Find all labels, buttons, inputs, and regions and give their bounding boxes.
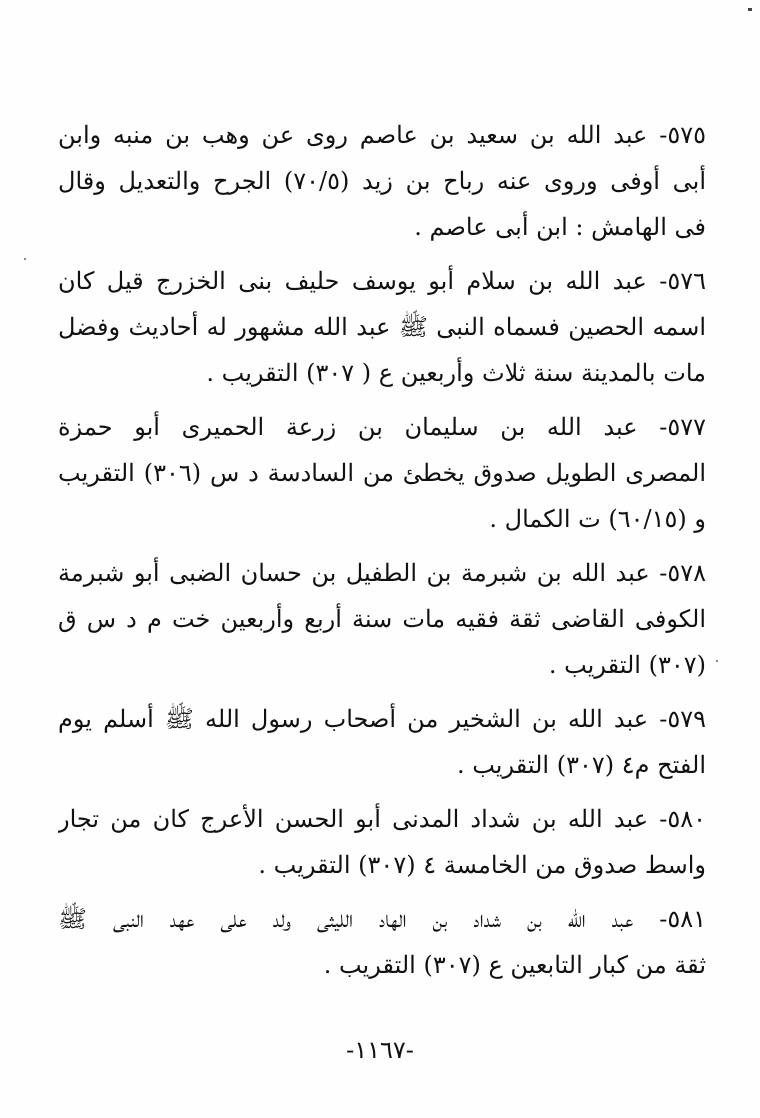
entry-line: فى الهامش : ابن أبى عاصم . bbox=[414, 213, 706, 241]
scan-mark bbox=[748, 8, 752, 11]
page-number: -١١٦٧- bbox=[346, 1036, 414, 1064]
entry-line: ٥٧٩- عبد الله بن الشخير من أصحاب رسول الله ﷺ أسلم يوم bbox=[58, 705, 706, 733]
entry-576 bbox=[58, 258, 706, 396]
entry-line: ٥٧٦- عبد الله بن سلام أبو يوسف حليف بنى الخزرج قيل كان bbox=[58, 267, 706, 295]
entry-581 bbox=[58, 896, 706, 988]
entry-line: (٣٠٧) التقريب . bbox=[548, 651, 706, 679]
entry-579 bbox=[58, 696, 706, 788]
entry-line: ٥٧٥- عبد الله بن سعيد بن عاصم روى عن وهب بن منبه وابن bbox=[58, 121, 706, 149]
entry-line: ثقة من كبار التابعين ع (٣٠٧) التقريب . bbox=[323, 951, 706, 979]
entry-line: ٥٨٠- عبد الله بن شداد المدنى أبو الحسن الأعرج كان من تجار bbox=[58, 805, 706, 833]
entry-line: ٥٨١- عبد الله بن شداد بن الهاد الليثى ولد على عهد النبى ﷺ bbox=[58, 905, 706, 933]
scan-speck bbox=[24, 258, 26, 260]
entry-575 bbox=[58, 112, 706, 250]
entry-line: الكوفى القاضى ثقة فقيه مات سنة أربع وأربعين خت م د س ق bbox=[58, 605, 706, 633]
entry-line: ٥٧٧- عبد الله بن سليمان بن زرعة الحميرى أبو حمزة bbox=[58, 413, 706, 441]
entry-line: اسمه الحصين فسماه النبى ﷺ عبد الله مشهور له أحاديث وفضل bbox=[58, 313, 706, 341]
entry-line: الفتح م٤ (٣٠٧) التقريب . bbox=[456, 751, 706, 779]
entry-line: و (٦٠/١٥) ت الكمال . bbox=[489, 505, 706, 533]
entry-580 bbox=[58, 796, 706, 888]
entry-line: مات بالمدينة سنة ثلاث وأربعين ع ( ٣٠٧) التقريب . bbox=[206, 359, 706, 387]
entries-list bbox=[58, 112, 706, 996]
entry-577 bbox=[58, 404, 706, 542]
scan-speck bbox=[716, 660, 718, 662]
entry-578 bbox=[58, 550, 706, 688]
entry-line: المصرى الطويل صدوق يخطئ من السادسة د س (٣٠٦) التقريب bbox=[58, 459, 706, 487]
entry-line: ٥٧٨- عبد الله بن شبرمة بن الطفيل بن حسان الضبى أبو شبرمة bbox=[58, 559, 706, 587]
entry-line: واسط صدوق من الخامسة ٤ (٣٠٧) التقريب . bbox=[258, 851, 706, 879]
entry-line: أبى أوفى وروى عنه رباح بن زيد (٧٠/٥) الجرح والتعديل وقال bbox=[58, 167, 706, 195]
